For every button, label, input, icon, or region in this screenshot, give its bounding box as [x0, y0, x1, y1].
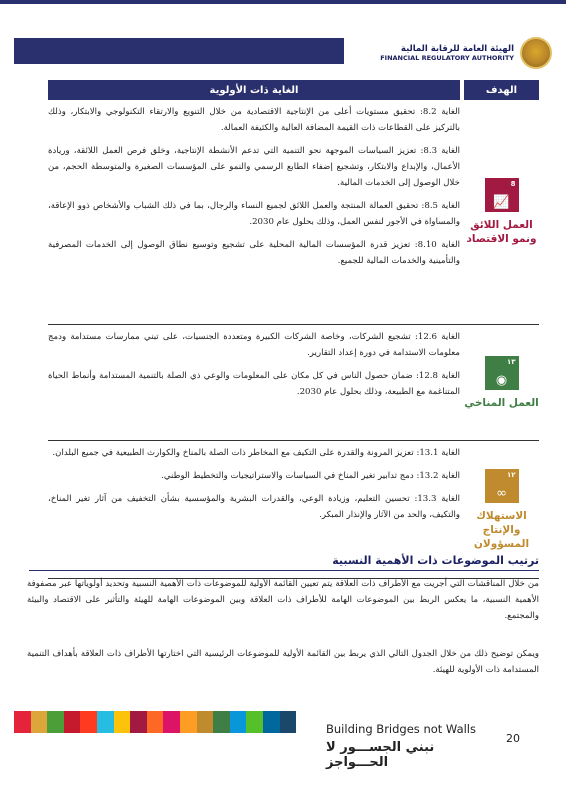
color-segment	[31, 711, 48, 733]
color-segment	[80, 711, 97, 733]
color-segment	[230, 711, 247, 733]
color-segment	[163, 711, 180, 733]
targets-cell	[48, 325, 464, 440]
target-text: الغاية 12.6: تشجيع الشركات، وخاصة الشركات الكبيرة ومتعددة الجنسيات، على تبني ممارسات مستدامة ودمج معلومات الاستدامة في دورة إعداد التقارير.	[48, 332, 460, 358]
header-band	[14, 38, 344, 64]
color-segment	[47, 711, 64, 733]
color-segment	[280, 711, 297, 733]
color-segment	[14, 711, 31, 733]
target-text: الغاية 12.8: ضمان حصول الناس في كل مكان على المعلومات والوعي ذي الصلة بالتنمية المستدامة وأنماط الحياة المتناغمة مع الطبيعة، وذلك بحلول عام 2030.	[48, 371, 460, 397]
slogan-ar: نبني الجســـور لا الحـــواجز	[326, 740, 435, 770]
org-header	[337, 36, 552, 70]
color-segment	[180, 711, 197, 733]
body-paragraph: ويمكن توضيح ذلك من خلال الجدول التالي الذي يربط بين القائمة الأولية للموضوعات الرئيسية التي اختارتها الأطراف ذات العلاقة بأهداف التنمية المستدامة ذات الأولوية للهيئة.	[27, 649, 539, 675]
goal-label: العمل اللائق ونمو الاقتصاد	[466, 219, 537, 245]
color-segment	[64, 711, 81, 733]
color-segment	[213, 711, 230, 733]
sdg-13-icon	[485, 356, 519, 390]
sdg-12-icon	[485, 469, 519, 503]
table-header	[48, 80, 539, 100]
section-title: ترتيب الموضوعات ذات الأهمية النسبية	[29, 554, 539, 571]
sdg-8-icon	[485, 178, 519, 212]
infinity-icon: ∞	[496, 485, 507, 501]
eye-globe-icon: ◉	[495, 372, 508, 388]
color-segment	[147, 711, 164, 733]
sdg-number: ١٣	[506, 357, 516, 366]
goal-label: العمل المناخي	[464, 396, 539, 409]
org-name-block	[380, 44, 514, 62]
color-segment	[114, 711, 131, 733]
slogan-en: Building Bridges not Walls	[326, 722, 476, 736]
page-number: 20	[506, 732, 520, 745]
goal-cell	[464, 100, 539, 324]
body-paragraph: من خلال المناقشات التي أجريت مع الأطراف ذات العلاقة يتم تعيين القائمة الأولية للموضوعات ذات الأهمية النسبية وتحديد أولوياتها عبر مصفوفة الأهمية النسبية، ما يعكس الربط بين الموضوعات الهامة للأطراف ذات العلاقة وبين الموضوعات الهامة للهيئة والتأثير على الاقتصاد والبيئة والمجتمع.	[27, 579, 539, 621]
color-segment	[197, 711, 214, 733]
top-accent-bar	[0, 0, 566, 4]
color-segment	[246, 711, 263, 733]
color-segment	[130, 711, 147, 733]
color-segment	[263, 711, 280, 733]
column-header-target: الغاية ذات الأولوية	[48, 80, 460, 100]
target-text: الغاية 8.10: تعزيز قدرة المؤسسات المالية المحلية على تشجيع وتوسيع نطاق الوصول إلى الخدمات المصرفية والتأمينية والخدمات المالية للجميع.	[48, 240, 460, 266]
column-header-goal: الهدف	[464, 80, 539, 100]
org-name-en: FINANCIAL REGULATORY AUTHORITY	[380, 54, 514, 62]
goal-label: الاستهلاك والإنتاج المسؤولان	[473, 509, 530, 550]
target-text: الغاية 8.3: تعزيز السياسات الموجهة نحو التنمية التي تدعم الأنشطة الإنتاجية، وخلق فرص العمل اللائقة، وريادة الأعمال، والإبداع والابتكار، وتشجيع إضفاء الطابع الرسمي والنمو على المؤسسات الصغيرة والمتوسطة الحجم، من خلال الوصول إلى الخدمات المالية.	[48, 146, 460, 188]
growth-chart-icon: 📈	[493, 195, 510, 210]
targets-cell	[48, 100, 464, 324]
target-text: الغاية 8.2: تحقيق مستويات أعلى من الإنتاجية الاقتصادية من خلال التنويع والارتقاء التكنولوجي والابتكار، وذلك بالتركيز على القطاعات ذات القيمة المضافة العالية والكثيفة العمالة.	[48, 107, 460, 133]
fra-logo-icon	[520, 37, 552, 69]
target-text: الغاية 13.1: تعزيز المرونة والقدرة على التكيف مع المخاطر ذات الصلة بالمناخ والكوارث الطبيعية في جميع البلدان.	[52, 448, 460, 458]
table-row	[48, 325, 539, 441]
target-text: الغاية 13.3: تحسين التعليم، وزيادة الوعي، والقدرات البشرية والمؤسسية بشأن التخفيف من آثار تغير المناخ، والتكيف، والحد من الآثار والإنذار المبكر.	[48, 494, 460, 520]
goal-cell	[464, 325, 539, 440]
target-text: الغاية 8.5: تحقيق العمالة المنتجة والعمل اللائق لجميع النساء والرجال، بما في ذلك الشباب والأشخاص ذوو الإعاقة، والمساواة في الأجور لنفس العمل، وذلك بحلول عام 2030.	[48, 201, 460, 227]
target-text: الغاية 13.2: دمج تدابير تغير المناخ في السياسات والاستراتيجيات والتخطيط الوطني.	[161, 471, 460, 481]
sdg-color-strip	[14, 711, 296, 733]
org-name-ar: الهيئة العامة للرقابة المالية	[400, 44, 514, 54]
sdg-number: ١٢	[506, 470, 516, 479]
sdg-number: 8	[510, 180, 516, 188]
sdg-targets-table	[48, 80, 539, 579]
color-segment	[97, 711, 114, 733]
table-row	[48, 100, 539, 325]
